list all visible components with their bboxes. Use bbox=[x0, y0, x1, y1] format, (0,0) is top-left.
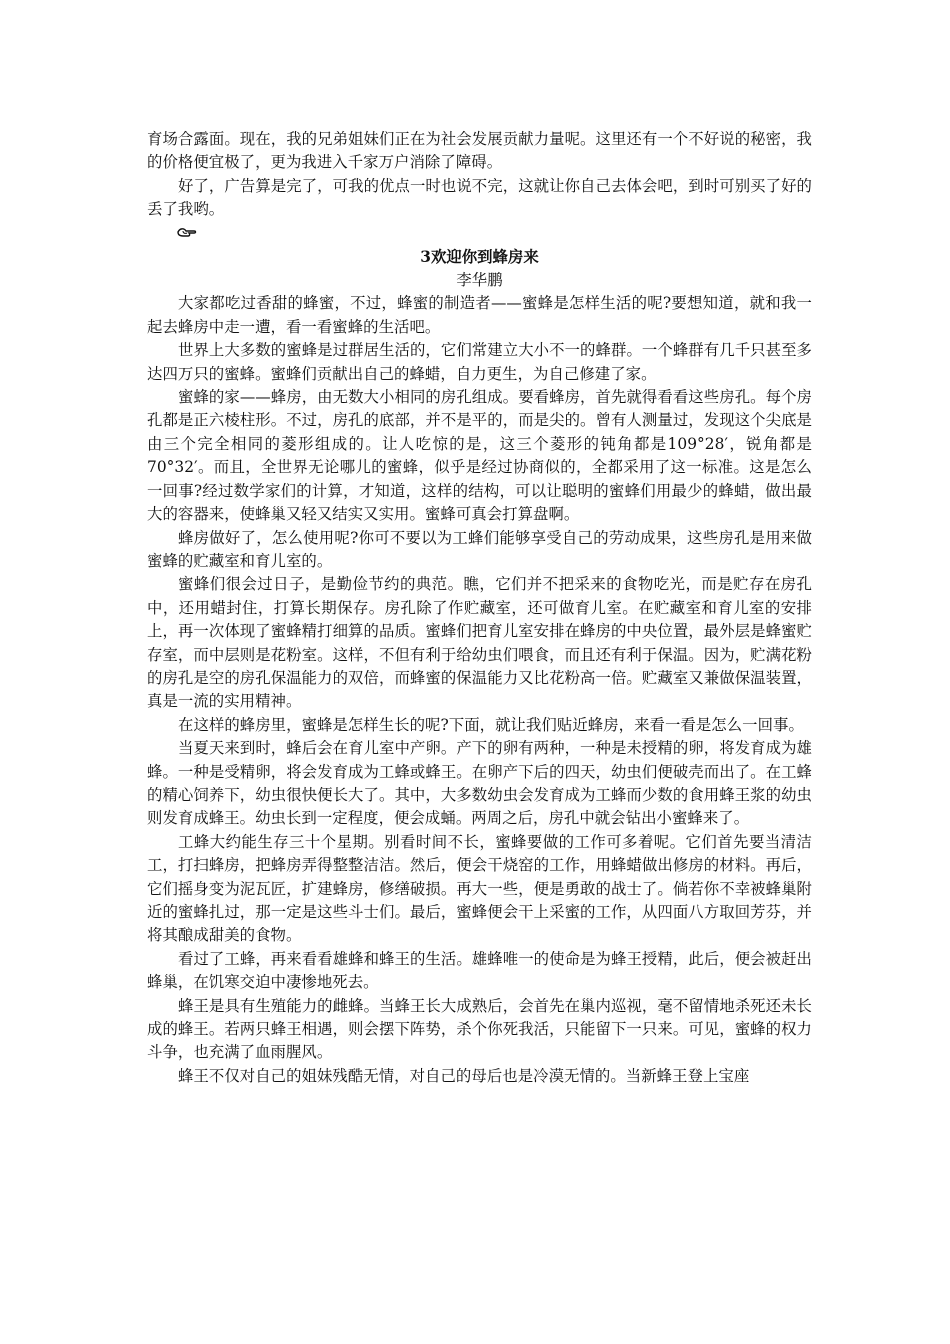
article-paragraph: 世界上大多数的蜜蜂是过群居生活的，它们常建立大小不一的蜂群。一个蜂群有几千只甚至多达四万只的蜜蜂。蜜蜂们贡献出自己的蜂蜡，自力更生，为自己修建了家。 bbox=[147, 341, 812, 383]
article-paragraph: 蜂房做好了，怎么使用呢?你可不要以为工蜂们能够享受自己的劳动成果，这些房孔是用来做蜜蜂的贮藏室和育儿室的。 bbox=[147, 528, 812, 570]
article-paragraph: 蜂王不仅对自己的姐妹残酷无情，对自己的母后也是冷漠无情的。当新蜂王登上宝座 bbox=[178, 1066, 750, 1085]
section-ornament bbox=[147, 222, 812, 246]
article-paragraph: 蜜蜂的家——蜂房，由无数大小相同的房孔组成。要看蜂房，首先就得看看这些房孔。每个房孔都是正六棱柱形。不过，房孔的底部，并不是平的，而是尖的。曾有人测量过，发现这个尖底是由三个完全相同的菱形组成的。让人吃惊的是，这三个菱形的钝角都是109°28′，锐角都是70°32′。而且，全世界无论哪儿的蜜蜂，似乎是经过协商似的，全都采用了这一标准。这是怎么一回事?经过数学家们的计算，才知道，这样的结构，可以让聪明的蜜蜂们用最少的蜂蜡，做出最大的容器来，使蜂巢又轻又结实又实用。蜜蜂可真会打算盘啊。 bbox=[147, 388, 812, 524]
article-author: 李华鹏 bbox=[456, 271, 503, 290]
article-paragraph: 工蜂大约能生存三十个星期。别看时间不长，蜜蜂要做的工作可多着呢。它们首先要当清洁工，打扫蜂房，把蜂房弄得整整洁洁。然后，便会干烧窑的工作，用蜂蜡做出修房的材料。再后，它们摇身变为泥瓦匠，扩建蜂房，修缮破损。再大一些，便是勇敢的战士了。倘若你不幸被蜂巢附近的蜜蜂扎过，那一定是这些斗士们。最后，蜜蜂便会干上采蜜的工作，从四面八方取回芳芬，并将其酿成甜美的食物。 bbox=[147, 832, 812, 945]
article-paragraph: 蜂王是具有生殖能力的雌蜂。当蜂王长大成熟后，会首先在巢内巡视，毫不留情地杀死还未长成的蜂王。若两只蜂王相遇，则会摆下阵势，杀个你死我活，只能留下一只来。可见，蜜蜂的权力斗争，也充满了血雨腥风。 bbox=[147, 996, 812, 1062]
article-paragraph: 在这样的蜂房里，蜜蜂是怎样生长的呢?下面，就让我们贴近蜂房，来看一看是怎么一回事。 bbox=[178, 715, 804, 734]
hand-pointing-icon bbox=[177, 226, 197, 238]
continuation-paragraph-2: 好了，广告算是完了，可我的优点一时也说不完，这就让你自己去体会吧，到时可别买了好的丢了我哟。 bbox=[147, 176, 812, 219]
article-paragraph: 大家都吃过香甜的蜂蜜，不过，蜂蜜的制造者——蜜蜂是怎样生活的呢?要想知道，就和我一起去蜂房中走一遭，看一看蜜蜂的生活吧。 bbox=[147, 294, 812, 336]
article-paragraph: 看过了工蜂，再来看看雄蜂和蜂王的生活。雄蜂唯一的使命是为蜂王授精，此后，便会被赶出蜂巢，在饥寒交迫中凄惨地死去。 bbox=[147, 949, 812, 992]
article-paragraph: 当夏天来到时，蜂后会在育儿室中产卵。产下的卵有两种，一种是未授精的卵，将发育成为雄蜂。一种是受精卵，将会发育成为工蜂或蜂王。在卵产下后的四天，幼虫们便破壳而出了。在工蜂的精心饲养下，幼虫很快便长大了。其中，大多数幼虫会发育成为工蜂而少数的食用蜂王浆的幼虫则发育成蜂王。幼虫长到一定程度，便会成蛹。两周之后，房孔中就会钻出小蜜蜂来了。 bbox=[147, 739, 812, 828]
document-page bbox=[147, 128, 812, 1088]
article-title: 3欢迎你到蜂房来 bbox=[420, 247, 539, 266]
continuation-paragraph-1: 育场合露面。现在，我的兄弟姐妹们正在为社会发展贡献力量呢。这里还有一个不好说的秘密，我的价格便宜极了，更为我进入千家万户消除了障碍。 bbox=[147, 130, 812, 172]
article-paragraph: 蜜蜂们很会过日子，是勤俭节约的典范。瞧，它们并不把采来的食物吃光，而是贮存在房孔中，还用蜡封住，打算长期保存。房孔除了作贮藏室，还可做育儿室。在贮藏室和育儿室的安排上，再一次体现了蜜蜂精打细算的品质。蜜蜂们把育儿室安排在蜂房的中央位置，最外层是蜂蜜贮存室，而中层则是花粉室。这样，不但有利于给幼虫们喂食，而且还有利于保温。因为，贮满花粉的房孔是空的房孔保温能力的双倍，而蜂蜜的保温能力又比花粉高一倍。贮藏室又兼做保温装置，真是一流的实用精神。 bbox=[147, 575, 812, 711]
